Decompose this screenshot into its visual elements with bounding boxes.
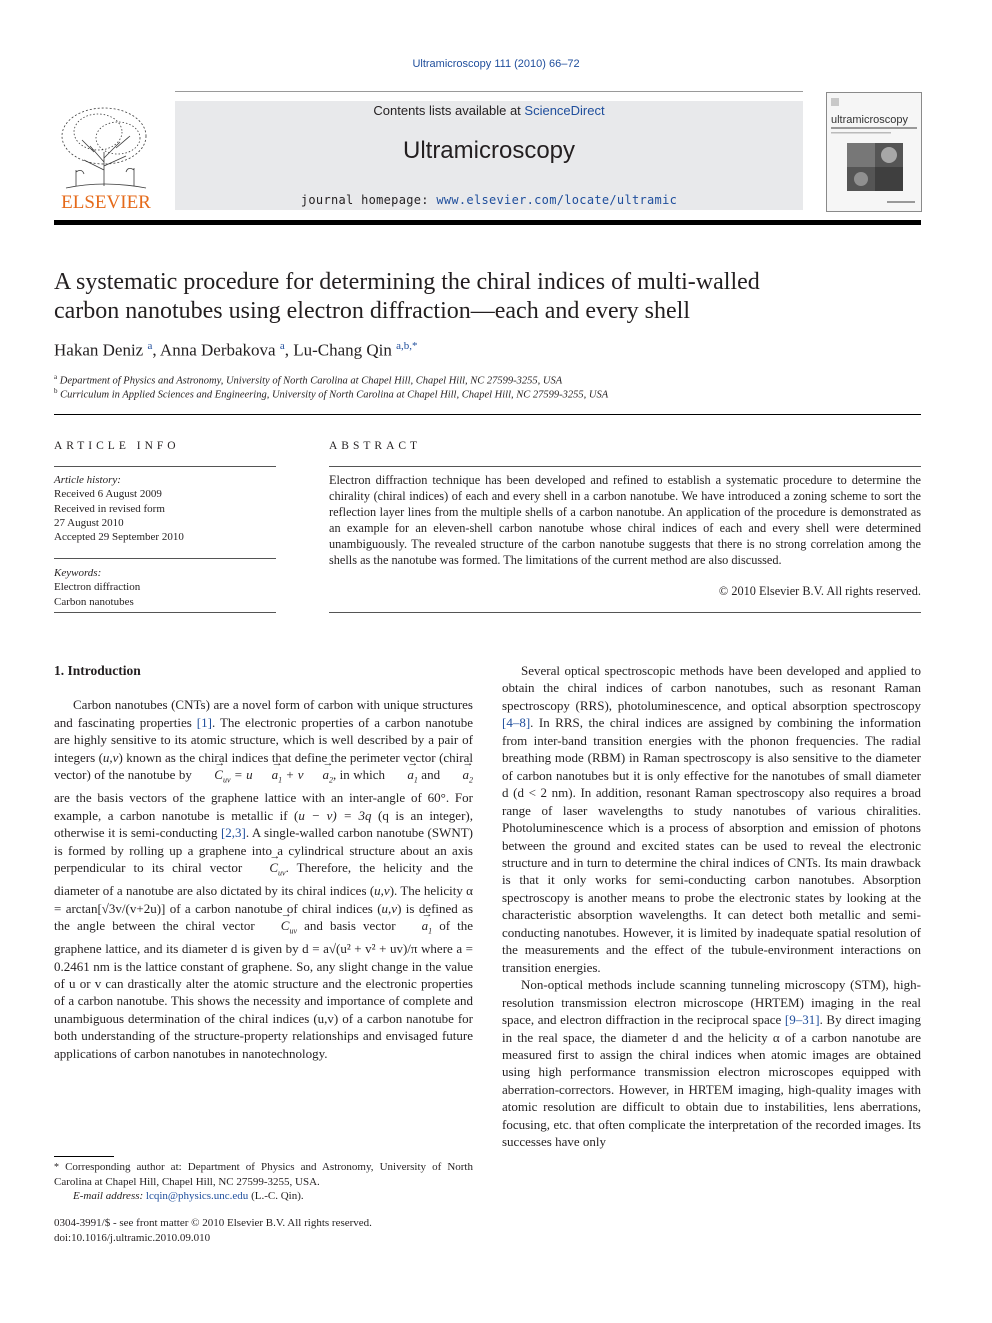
text: , in which xyxy=(333,767,389,783)
doi-line: doi:10.1016/j.ultramic.2010.09.010 xyxy=(54,1232,211,1244)
paragraph xyxy=(502,976,921,1151)
text: ) is defined as the angle between the chiral vector xyxy=(54,900,474,934)
author-separator: , xyxy=(284,340,294,360)
article-title xyxy=(54,268,934,326)
journal-reference[interactable]: Ultramicroscopy 111 (2010) 66–72 xyxy=(412,58,580,70)
text: and xyxy=(417,767,444,783)
text: . By direct imaging in the real space, the diameter d and the helicity α of a carbon nanotube are measured first to assign the chiral indices when atomic images are obtained using high performance transmission electron microscopes equipped with aberration-correctors. However, in HRTEM imaging, high-quality images with atomic resolution are difficult to obtain due to instabilities, lens aberrations, focusing, etc. that often complicate the interpretation of the recorded images. Its successes have only xyxy=(502,1012,921,1150)
received-date: Received 6 August 2009 xyxy=(54,488,162,501)
email-label: E-mail address: xyxy=(73,1190,144,1202)
text: Non-optical methods include scanning tunneling microscopy (STM), high-resolution transmission electron microscope (HRTEM) imaging in the real space, and electron diffraction in the reciprocal space xyxy=(502,977,921,1028)
abstract-text: Electron diffraction technique has been developed and refined to establish a systematic procedure to determine the chirality (chiral indices) of each and every shell in a carbon nanotube. We have introduced a zoning scheme to sort the reflection layer lines from the multiple shells of a carbon nanotube. An application of the procedure is demonstrated as an example for an eleven-shell carbon nanotube whose chiral indices of each and every shell were determined unambiguously. The revealed structure of the carbon nanotube suggests that there is no strong correlation among the shells as the nanotube was formed. The limitations of the current method are also discussed. xyxy=(329,473,921,568)
math-sub: 1 xyxy=(278,775,283,785)
text: are the basis vectors of the graphene lattice with an inter-angle of 60°. For example, a carbon nanotube is metallic if ( xyxy=(54,790,473,823)
section-heading: 1. Introduction xyxy=(54,663,141,678)
journal-header-box xyxy=(175,101,803,210)
math-vector xyxy=(262,917,297,940)
math-vector xyxy=(195,766,230,789)
paragraph xyxy=(54,696,473,1062)
affiliation-a xyxy=(54,373,934,387)
math: u,v xyxy=(381,900,398,916)
author-separator: , xyxy=(152,340,160,360)
citation-link[interactable]: [2,3] xyxy=(220,825,246,841)
text: and basis vector xyxy=(297,918,403,934)
contents-prefix: Contents lists available at xyxy=(373,103,525,118)
revised-label: Received in revised form xyxy=(54,502,165,515)
page-footer xyxy=(54,1216,473,1246)
cover-image-icon xyxy=(827,93,921,211)
text: . A single-walled carbon nanotube (SWNT) is formed by rolling up a graphene into a cylindrical structure about an axis perpendicular to its chiral vector xyxy=(54,825,473,876)
math: C xyxy=(280,918,290,934)
cover-title: ultramicroscopy xyxy=(831,114,909,126)
math: C xyxy=(269,860,279,876)
keyword: Carbon nanotubes xyxy=(54,595,134,608)
issn-line: 0304-3991/$ - see front matter © 2010 Elsevier B.V. All rights reserved. xyxy=(54,1217,372,1229)
affiliation-divider xyxy=(54,414,921,415)
author-name: Lu-Chang Qin xyxy=(293,340,392,360)
text: (q is an integer), otherwise it is semi-conducting xyxy=(54,807,473,841)
title-line-2: carbon nanotubes using electron diffraction—each and every shell xyxy=(54,298,690,324)
footnote-text: Corresponding author at: Department of Physics and Astronomy, University of North Carolina at Chapel Hill, Chapel Hill, NC 27599-3255, USA. xyxy=(54,1161,473,1188)
math: a xyxy=(322,767,329,783)
footnote-corr xyxy=(54,1160,473,1189)
author-list xyxy=(54,340,934,361)
math: a xyxy=(421,918,429,934)
email-link[interactable]: lcqin@physics.unc.edu xyxy=(143,1190,249,1202)
text: . The electronic properties of a carbon nanotube are highly sensitive to its atomic structure, which is well described by a pair of integers ( xyxy=(54,714,473,765)
math: a xyxy=(407,767,414,783)
header-rule xyxy=(175,91,803,92)
author-affil-sup[interactable]: a xyxy=(147,340,153,352)
math: = u xyxy=(230,767,253,783)
math: u − v) = 3q xyxy=(298,807,372,823)
article-info-heading: ARTICLE INFO xyxy=(54,440,180,452)
math: a xyxy=(271,767,279,783)
email-suffix: (L.-C. Qin). xyxy=(248,1190,304,1202)
math-vector xyxy=(304,766,334,789)
keywords-label: Keywords: xyxy=(54,567,102,579)
math: C xyxy=(214,767,223,783)
text: . Therefore, the helicity and the diameter of a nanotube are also dictated by its chiral indices ( xyxy=(54,860,474,899)
paragraph xyxy=(502,662,921,976)
affil-marker: b xyxy=(54,387,58,395)
elsevier-tree-icon xyxy=(54,100,158,212)
homepage-prefix: journal homepage: xyxy=(300,193,437,207)
citation-link[interactable]: [9–31] xyxy=(784,1012,820,1028)
author-name: Anna Derbakova xyxy=(159,340,276,360)
info-rule xyxy=(54,466,276,467)
text: ) known as the chiral indices that define the perimeter vector (chiral vector) of the nanotube by xyxy=(54,749,473,783)
header-divider xyxy=(54,220,921,225)
history-label: Article history: xyxy=(54,474,121,486)
homepage-link[interactable]: www.elsevier.com/locate/ultramic xyxy=(436,193,678,207)
journal-name: Ultramicroscopy xyxy=(402,137,576,164)
math-sub: uv xyxy=(278,868,286,878)
elsevier-wordmark: ELSEVIER xyxy=(61,192,151,212)
abstract-copyright: © 2010 Elsevier B.V. All rights reserved. xyxy=(718,584,921,598)
title-line-1: A systematic procedure for determining the chiral indices of multi-walled xyxy=(54,269,760,295)
footnote-rule xyxy=(54,1156,114,1157)
math: u,v xyxy=(102,749,119,765)
text: ). The helicity α = arctan[√3v/(v+2u)] of a carbon nanotube of chiral indices ( xyxy=(54,883,473,916)
math-vector xyxy=(444,766,474,789)
affiliation-b xyxy=(54,387,934,401)
math: a xyxy=(462,767,469,783)
footnote-email xyxy=(54,1189,473,1203)
sciencedirect-link[interactable]: ScienceDirect xyxy=(524,103,605,118)
math-vector xyxy=(403,917,433,940)
text: . In RRS, the chiral indices are assigned by combining the information from inter-band transition energies with the phonon frequencies. The radial breathing mode (RBM) in Raman spectroscopy is also sensitive to the diameter of carbon nanotubes but it is only effective for the nanotubes of small diameter d (d < 2 nm). In addition, resonant Raman spectroscopy also requires a broad range of laser wavelengths to study nanotubes of various chiralities. Photoluminescence which is a process of absorption and emission of photons between the ground and excited states can be used to reveal the electronic structure and in turn to determine the chiral indices of CNTs. Its main drawback is that it only works for semi-conducting carbon nanotubes. Absorption spectroscopy is another means to probe the electronic states by looking at the characteristic absorption wavelengths. It can detect both metallic and semi-conducting nanotubes. However, it is limited by inadequate spatial resolution of the measurements and the effect of the tubule-environment interactions on transition energies. xyxy=(502,715,921,975)
math-sub: 1 xyxy=(413,775,418,785)
info-rule xyxy=(54,558,276,559)
footnote-star: * xyxy=(54,1162,59,1173)
math: u,v xyxy=(374,883,390,899)
body-column-right xyxy=(502,662,921,1151)
math-sub: 2 xyxy=(469,775,473,785)
homepage-line xyxy=(175,193,803,207)
journal-cover-thumbnail[interactable] xyxy=(826,92,922,212)
citation-link[interactable]: [4–8] xyxy=(502,715,531,731)
affil-marker: a xyxy=(54,373,58,381)
accepted-date: Accepted 29 September 2010 xyxy=(54,531,184,544)
article-history xyxy=(54,473,276,544)
body-column-left xyxy=(54,662,473,1062)
abstract-rule xyxy=(329,466,921,467)
corresponding-author-footnote xyxy=(54,1160,473,1203)
affil-text: Department of Physics and Astronomy, University of North Carolina at Chapel Hill, Chapel Hill, NC 27599-3255, USA xyxy=(59,375,563,387)
keywords xyxy=(54,566,276,609)
author-name: Hakan Deniz xyxy=(54,340,144,360)
text: Several optical spectroscopic methods have been developed and applied to obtain the chiral indices of carbon nanotubes, such as resonant Raman spectroscopy (RRS), photoluminescence, and optical absorption spectroscopy xyxy=(502,663,921,713)
text: of the graphene lattice, and its diameter d is given by d = a√(u² + v² + uv)/π where a = 0.2461 nm is the lattice constant of graphene. So, any slight change in the value of u or v can drastically alter the atomic structure and the electronic properties of a carbon nanotube. This shows the necessity and importance of complete and unambiguous determination of the chiral indices (u,v) of a carbon nanotube for both understanding of the structure-property relationships and envisaged future applications of carbon nanotubes in nanotechnology. xyxy=(54,918,473,1061)
contents-line xyxy=(175,103,803,118)
math-vector xyxy=(253,766,283,789)
math-vector xyxy=(250,859,285,882)
math: + v xyxy=(282,767,304,783)
affil-text: Curriculum in Applied Sciences and Engineering, University of North Carolina at Chapel Hill, Chapel Hill, NC 27599-3255, USA xyxy=(60,389,609,401)
citation-link[interactable]: [1] xyxy=(196,714,212,730)
math-vector xyxy=(388,766,418,789)
abstract-heading: ABSTRACT xyxy=(329,440,422,452)
math-sub: uv xyxy=(289,926,298,936)
author-affil-sup[interactable]: a xyxy=(279,340,285,352)
abstract-rule xyxy=(329,612,921,613)
text: Carbon nanotubes (CNTs) are a novel form of carbon with unique structures and fascinating properties xyxy=(54,697,473,730)
math-sub: uv xyxy=(222,775,231,785)
keyword: Electron diffraction xyxy=(54,581,141,594)
info-rule xyxy=(54,612,276,613)
math-sub: 2 xyxy=(329,775,333,785)
author-affil-sup[interactable]: a,b,* xyxy=(396,340,418,352)
math-sub: 1 xyxy=(428,926,433,936)
elsevier-logo xyxy=(54,100,158,212)
revised-date: 27 August 2010 xyxy=(54,516,124,529)
